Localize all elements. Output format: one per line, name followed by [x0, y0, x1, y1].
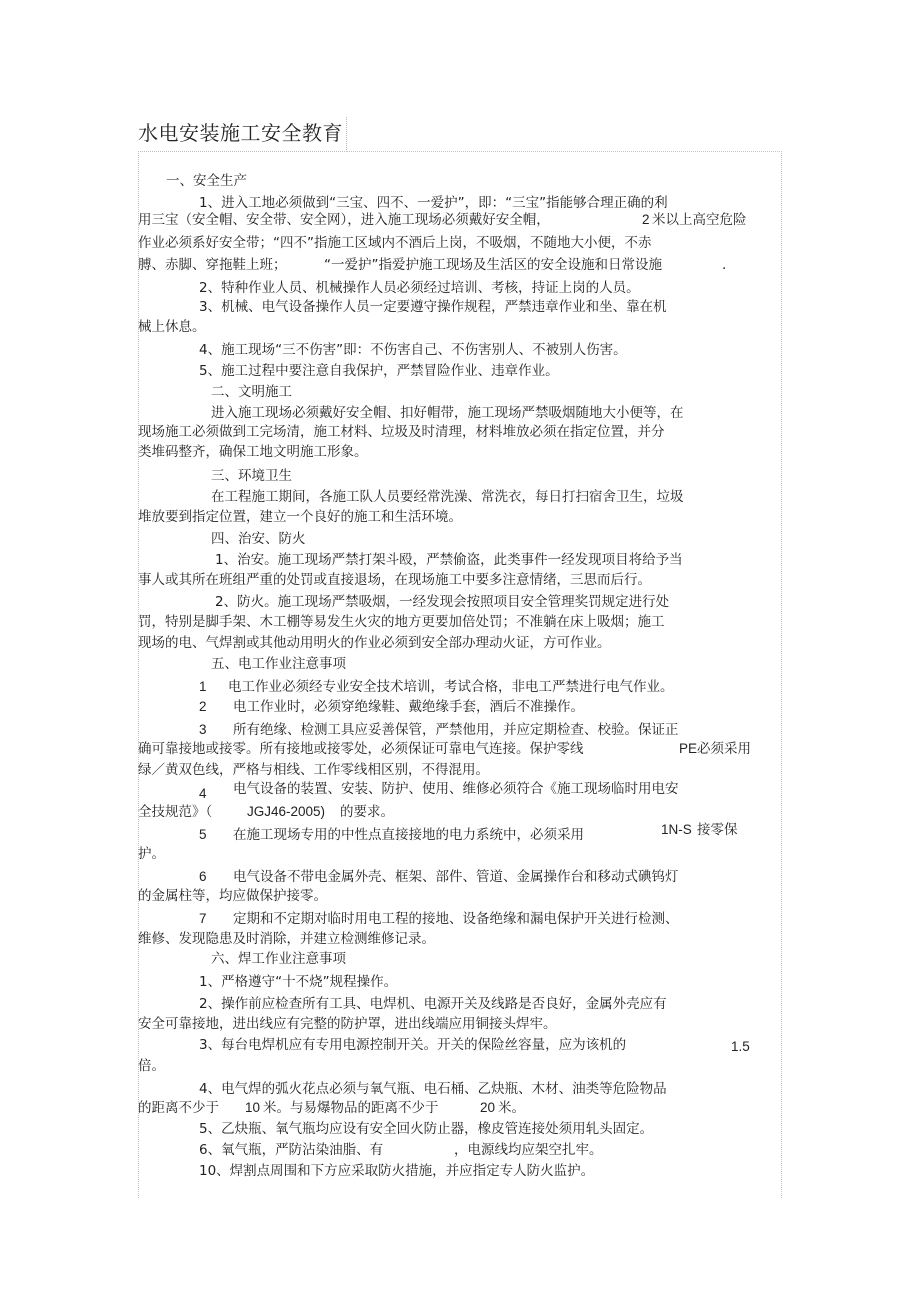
paragraph-line: 1、进入工地必须做到“三宝、四不、一爱护”，即：“三宝”指能够合理正确的利 — [199, 195, 668, 211]
paragraph-line: 作业必须系好安全带；“四不”指施工区域内不酒后上岗，不吸烟，不随地大小便，不赤 — [138, 235, 652, 251]
paragraph-line: 接零保 — [697, 822, 738, 838]
paragraph-line: . — [722, 257, 727, 273]
paragraph-line: 堆放要到指定位置，建立一个良好的施工和生活环境。 — [138, 509, 462, 525]
paragraph-line: ，电源线均应架空扎牢。 — [454, 1142, 603, 1158]
paragraph-line: 罚，特别是脚手架、木工棚等易发生火灾的地方更要加倍处罚；不准躺在床上吸烟；施工 — [138, 614, 665, 630]
frame-left-border — [138, 151, 139, 1198]
paragraph-line: 膊、赤脚、穿拖鞋上班； — [138, 257, 287, 273]
paragraph-line: 用三宝（安全帽、安全带、安全网），进入施工现场必须戴好安全帽， — [138, 212, 550, 228]
paragraph-line: 护。 — [138, 846, 165, 862]
paragraph-line: 3、机械、电气设备操作人员一定要遵守操作规程，严禁违章作业和坐、靠在机 — [199, 299, 667, 315]
paragraph-line: 械上休息。 — [138, 319, 206, 335]
paragraph-line: 2、特种作业人员、机械操作人员必须经过培训、考核，持证上岗的人员。 — [199, 280, 640, 296]
paragraph-line: 事人或其所在班组严重的处罚或直接退场，在现场施工中要多注意情绪，三思而后行。 — [138, 572, 651, 588]
item-number: 4 — [199, 786, 207, 801]
paragraph-line: 电气设备的装置、安装、防护、使用、维修必须符合《施工现场临时用电安 — [233, 781, 679, 797]
paragraph-line: 的金属柱等，均应做保护接零。 — [138, 888, 327, 904]
paragraph-line: 安全可靠接地，进出线应有完整的防护罩，进出线端应用铜接头焊牢。 — [138, 1016, 557, 1032]
item-number: 2 — [199, 699, 207, 714]
section-heading: 六、焊工作业注意事项 — [211, 951, 346, 967]
paragraph-line: 5、乙炔瓶、氧气瓶均应设有安全回火防止器，橡皮管连接处须用轧头固定。 — [199, 1121, 654, 1137]
paragraph-line: 2、操作前应检查所有工具、电焊机、电源开关及线路是否良好，金属外壳应有 — [199, 996, 667, 1012]
paragraph-number: 20 — [480, 1100, 496, 1115]
paragraph-number: JGJ46-2005) — [247, 804, 326, 819]
item-number: 5 — [199, 827, 207, 842]
paragraph-line: 的要求。 — [340, 804, 394, 820]
paragraph-line: 1、严格遵守“十不烧”规程操作。 — [199, 974, 398, 990]
paragraph-line: 在施工现场专用的中性点直接接地的电力系统中，必须采用 — [233, 827, 584, 843]
paragraph-line: 米。 — [498, 1100, 525, 1116]
paragraph-line: 进入施工现场必须戴好安全帽、扣好帽带，施工现场严禁吸烟随地大小便等，在 — [211, 405, 684, 421]
paragraph-line: 绿／黄双色线，严格与相线、工作零线相区别，不得混用。 — [138, 762, 489, 778]
paragraph-number: 1N-S — [661, 822, 692, 837]
paragraph-number: 1.5 — [731, 1039, 750, 1054]
paragraph-line: 现场施工必须做到工完场清，施工材料、垃圾及时清理，材料堆放必须在指定位置，并分 — [138, 424, 665, 440]
paragraph-line: “一爱护”指爱护施工现场及生活区的安全设施和日常设施 — [324, 257, 662, 273]
paragraph-line: 必须采用 — [697, 741, 751, 757]
paragraph-line: 类堆码整齐，确保工地文明施工形象。 — [138, 444, 368, 460]
section-heading: 四、治安、防火 — [211, 531, 306, 547]
paragraph-line: 电工作业时，必须穿绝缘鞋、戴绝缘手套，酒后不准操作。 — [233, 699, 584, 715]
paragraph-number: PE — [679, 741, 698, 756]
paragraph-number: 10 — [245, 1100, 261, 1115]
item-number: 7 — [199, 911, 207, 926]
paragraph-line: 6、氧气瓶，严防沾染油脂、有 — [199, 1142, 384, 1158]
item-number: 3 — [199, 722, 207, 737]
item-number: 6 — [199, 869, 207, 884]
document-title: 水电安装施工安全教育 — [138, 121, 343, 145]
paragraph-line: 5、施工过程中要注意自我保护，严禁冒险作业、违章作业。 — [199, 363, 559, 379]
section-heading: 一、安全生产 — [166, 173, 247, 189]
paragraph-line: 倍。 — [138, 1058, 165, 1074]
paragraph-line: 2、防火。施工现场严禁吸烟，一经发现会按照项目安全管理奖罚规定进行处 — [215, 594, 670, 610]
paragraph-line: 电气设备不带电金属外壳、框架、部件、管道、金属操作台和移动式碘钨灯 — [233, 869, 679, 885]
section-heading: 三、环境卫生 — [211, 468, 292, 484]
paragraph-number: 2 — [642, 212, 650, 227]
paragraph-line: 在工程施工期间，各施工队人员要经常洗澡、常洗衣，每日打扫宿舍卫生，垃圾 — [211, 489, 684, 505]
paragraph-line: 米以上高空危险 — [652, 212, 747, 228]
section-heading: 五、电工作业注意事项 — [211, 656, 346, 672]
paragraph-line: 的距离不少于 — [138, 1100, 219, 1116]
paragraph-line: 确可靠接地或接零。所有接地或接零处，必须保证可靠电气连接。保护零线 — [138, 741, 584, 757]
paragraph-line: 3、每台电焊机应有专用电源控制开关。开关的保险丝容量，应为该机的 — [199, 1037, 627, 1053]
paragraph-line: 所有绝缘、检测工具应妥善保管，严禁他用，并应定期检查、校验。保证正 — [233, 722, 679, 738]
paragraph-line: 4、电气焊的弧火花点必须与氧气瓶、电石桶、乙炔瓶、木材、油类等危险物品 — [199, 1081, 667, 1097]
paragraph-line: 4、施工现场“三不伤害”即：不伤害自己、不伤害别人、不被别人伤害。 — [199, 342, 627, 358]
section-heading: 二、文明施工 — [211, 384, 292, 400]
paragraph-line: 1、治安。施工现场严禁打架斗殴，严禁偷盗，此类事件一经发现项目将给予当 — [215, 552, 683, 568]
paragraph-line: 10、焊割点周围和下方应采取防火措施，并应指定专人防火监护。 — [199, 1163, 595, 1179]
paragraph-line: 维修、发现隐患及时消除，并建立检测维修记录。 — [138, 931, 435, 947]
item-number: 1 — [199, 679, 207, 694]
paragraph-line: 现场的电、气焊割或其他动用明火的作业必须到安全部办理动火证，方可作业。 — [138, 635, 611, 651]
paragraph-line: 电工作业必须经专业安全技术培训，考试合格，非电工严禁进行电气作业。 — [228, 679, 674, 695]
paragraph-line: 全技规范》（ — [138, 804, 213, 820]
paragraph-line: 米。与易爆物品的距离不少于 — [263, 1100, 439, 1116]
frame-right-border — [781, 151, 782, 1198]
paragraph-line: 定期和不定期对临时用电工程的接地、设备绝缘和漏电保护开关进行检测、 — [233, 911, 679, 927]
frame-top-border — [346, 151, 782, 152]
